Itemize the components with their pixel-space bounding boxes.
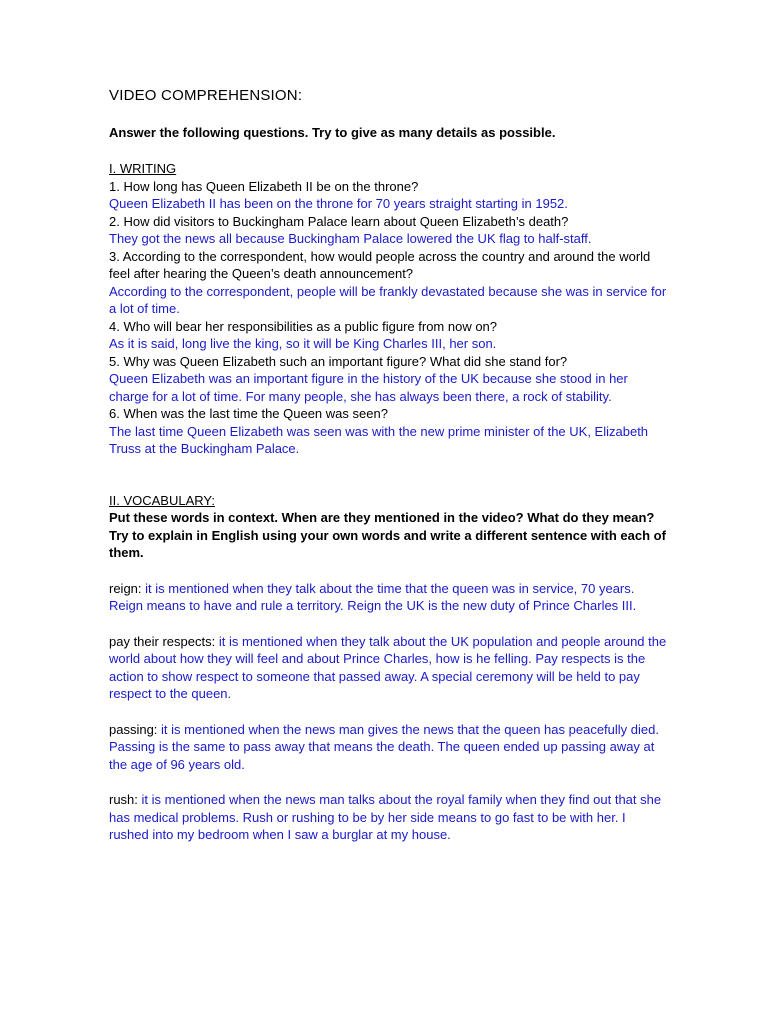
answer-5: Queen Elizabeth was an important figure in the history of the UK because she stood in her charge for a lot of time. For many people, she has always been there, a rock of stability.	[109, 371, 628, 404]
answer-2: They got the news all because Buckingham Palace lowered the UK flag to half-staff.	[109, 231, 592, 246]
vocab-definition: it is mentioned when they talk about the time that the queen was in service, 70 years. Reign means to have and rule a territory. Reign the UK is the new duty of Prince Charles III.	[109, 580, 637, 613]
question-2: 2. How did visitors to Buckingham Palace learn about Queen Elizabeth’s death?	[109, 213, 569, 229]
vocabulary-instructions: Put these words in context. When are they mentioned in the video? What do they mean? Try to explain in English using your own words and write a different sentence with each of them.	[109, 510, 666, 560]
vocab-definition: it is mentioned when they talk about the UK population and people around the world about how they will feel and about Prince Charles, how is he felling. Pay respects is the action to show respect to someone that passed away. A special ceremony will be held to pay respect to the queen.	[109, 633, 667, 701]
document-page	[109, 86, 669, 862]
vocab-term: rush:	[109, 792, 138, 807]
answer-3: According to the correspondent, people will be frankly devastated because she was in service for a lot of time.	[109, 283, 667, 316]
answer-1: Queen Elizabeth II has been on the throne for 70 years straight starting in 1952.	[109, 196, 568, 211]
question-3: 3. According to the correspondent, how would people across the country and around the world feel after hearing the Queen’s death announcement?	[109, 248, 651, 281]
answer-4: As it is said, long live the king, so it will be King Charles III, her son.	[109, 336, 497, 351]
vocab-item-rush	[109, 791, 669, 844]
vocabulary-heading: II. VOCABULARY:	[109, 492, 215, 508]
writing-section	[109, 160, 669, 458]
question-4: 4. Who will bear her responsibilities as a public figure from now on?	[109, 318, 498, 334]
question-1: 1. How long has Queen Elizabeth II be on the throne?	[109, 178, 419, 194]
answer-6: The last time Queen Elizabeth was seen was with the new prime minister of the UK, Elizabeth Truss at the Buckingham Palace.	[109, 423, 649, 456]
vocab-item-passing	[109, 721, 669, 774]
question-5: 5. Why was Queen Elizabeth such an important figure? What did she stand for?	[109, 353, 568, 369]
vocabulary-section	[109, 492, 669, 844]
vocab-term: passing:	[109, 721, 158, 737]
instructions: Answer the following questions. Try to give as many details as possible.	[109, 125, 556, 140]
document-title: VIDEO COMPREHENSION:	[109, 87, 303, 104]
vocab-definition: it is mentioned when the news man gives the news that the queen has peacefully died. Passing is the same to pass away that means the death. The queen ended up passing away at the age of 96 years old.	[109, 721, 659, 772]
writing-heading: I. WRITING	[109, 161, 177, 176]
vocab-item-pay-their-respects	[109, 633, 669, 703]
question-6: 6. When was the last time the Queen was seen?	[109, 406, 388, 421]
vocab-term: pay their respects:	[109, 633, 216, 649]
vocab-definition: it is mentioned when the news man talks about the royal family when they find out that she has medical problems. Rush or rushing to be by her side means to go fast to be with her. I rushed into my bedroom when I saw a burglar at my house.	[109, 792, 662, 842]
vocab-item-reign	[109, 580, 669, 615]
vocab-term: reign:	[109, 580, 142, 596]
